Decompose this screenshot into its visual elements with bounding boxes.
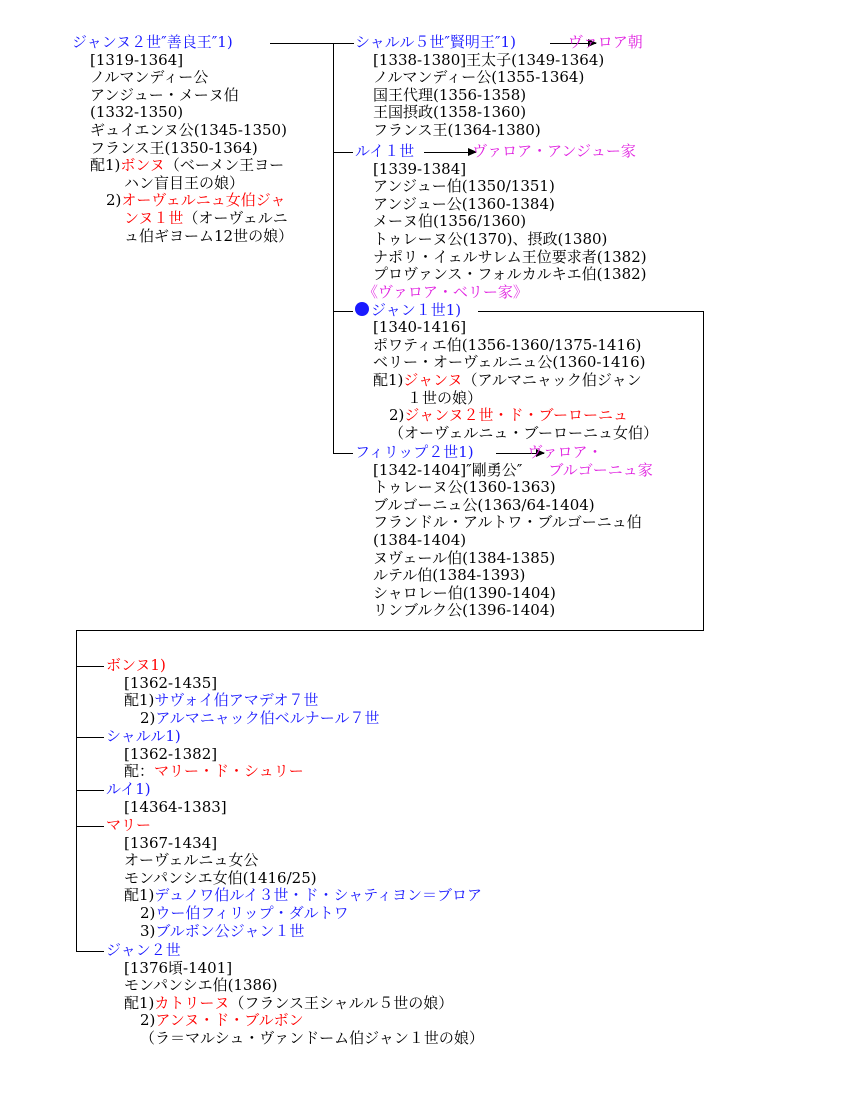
dynasty-link-cont[interactable]: ブルゴーニュ家 [548,460,653,479]
person-title: メーヌ伯(1356/1360) [373,212,527,231]
spouse-note: （フランス王シャルル５世の娘） [229,993,454,1012]
person-title: シャロレー伯(1390-1404) [373,583,556,602]
connector-trunk-children [333,43,334,454]
spouse-line-cont [72,210,293,228]
connector-bonne [76,666,104,667]
person-title: フランドル・アルトワ・ブルゴーニュ伯 [373,513,642,532]
person-philippe2 [355,444,653,620]
person-title: フランス王(1350-1364) [90,138,258,157]
person-title: ポワティエ伯(1356-1360/1375-1416) [373,335,642,354]
person-dates: [1339-1384] [373,159,467,178]
spouse-prefix: 配1) [373,370,404,389]
spouse-line [106,995,484,1013]
person-title: ブルゴーニュ公(1363/64-1404) [373,495,595,514]
spouse-line [106,1012,484,1030]
person-name[interactable]: ボンヌ1) [106,656,166,674]
spouse-note-cont: （ラ＝マルシュ・ヴァンドーム伯ジャン１世の娘） [140,1028,484,1047]
person-name[interactable]: ルイ1) [106,780,151,798]
person-title: アンジュー伯(1350/1351) [373,177,555,196]
person-title: プロヴァンス・フォルカルキエ伯(1382) [373,265,647,284]
spouse-note: （アルマニャック伯ジャン [462,370,642,389]
spouse-prefix: 配1) [124,691,155,710]
connector-philippe2 [333,453,353,454]
spouse-line [106,763,304,781]
spouse-note-cont: ハン盲目王の娘） [124,173,245,192]
connector-berry-across [76,630,704,631]
person-marie [106,817,482,940]
spouse-name-cont[interactable]: ンヌ１世 [124,208,184,227]
person-title: モンパンシエ伯(1386) [124,976,278,995]
person-title: (1332-1350) [90,103,184,122]
spouse-prefix: 2) [140,708,156,727]
spouse-note-cont: １世の娘） [407,388,483,407]
person-title: ベリー・オーヴェルニュ公(1360-1416) [373,353,646,372]
spouse-name[interactable]: デュノワ伯ルイ３世・ド・シャティヨン＝ブロア [154,886,483,905]
connector-louis1 [333,152,353,153]
dynasty-link[interactable]: ヴァロア・ [527,443,603,461]
spouse-name[interactable]: アンヌ・ド・ブルボン [155,1011,304,1030]
connector-jean2b [76,951,104,952]
person-title: ノルマンディー公 [90,68,209,87]
person-title: ルテル伯(1384-1393) [373,566,526,585]
person-dates: [1362-1435] [124,673,218,692]
spouse-prefix: 2) [106,191,122,210]
spouse-line [106,692,380,710]
spouse-name[interactable]: アルマニャック伯ベルナール７世 [155,708,380,727]
spouse-name[interactable]: ウー伯フィリップ・ダルトワ [155,903,349,922]
spouse-prefix: 2) [140,903,156,922]
spouse-prefix: 配1) [124,993,155,1012]
spouse-prefix: 2) [140,1011,156,1030]
person-louis1 [355,143,647,284]
connector-jean1 [333,311,353,312]
person-name[interactable]: シャルル５世″賢明王″1) [355,33,516,51]
spouse-line [106,905,482,923]
person-title: (1384-1404) [373,530,467,549]
spouse-note-cont: （オーヴェルニュ・ブーローニュ女伯） [389,423,658,442]
person-title: トゥレーヌ公(1360-1363) [373,478,556,497]
connector-louis [76,790,104,791]
person-name[interactable]: シャルル1) [106,727,181,745]
person-dates: [14364-1383] [124,797,227,816]
spouse-prefix: 配1) [90,156,121,175]
person-title: ギュイエンヌ公(1345-1350) [90,120,287,139]
spouse-name[interactable]: カトリーヌ [154,993,230,1012]
spouse-note: （ベーメン王ヨー [164,156,285,175]
person-name[interactable]: ルイ１世 [355,142,415,160]
person-title: ナポリ・イェルサレム王位要求者(1382) [373,247,647,266]
dynasty-link[interactable]: ヴァロア・アンジュー家 [472,142,636,160]
spouse-name[interactable]: ジャンヌ２世・ド・ブーローニュ [404,406,629,425]
house-label[interactable]: 《ヴァロア・ベリー家》 [363,283,528,301]
connector-berry-down [703,311,704,630]
spouse-line [106,710,380,728]
person-title: アンジュー・メーヌ伯 [90,85,239,104]
person-name[interactable]: ジャンヌ２世″善良王″1) [72,33,233,51]
person-title: アンジュー公(1360-1384) [373,194,555,213]
connector-marie [76,826,104,827]
spouse-name[interactable]: ボンヌ [120,156,165,175]
person-name[interactable]: ジャン２世 [106,941,181,959]
spouse-prefix: 3) [140,921,156,940]
person-dates: [1362-1382] [124,744,218,763]
marker-dot-icon [355,302,369,316]
person-dates: [1319-1364] [90,50,184,69]
person-charles5 [355,34,643,140]
person-jean2-root [72,34,293,245]
person-louis [106,781,227,816]
spouse-line [355,372,658,390]
person-title: リンブルク公(1396-1404) [373,601,556,620]
person-title: ノルマンディー公(1355-1364) [373,68,585,87]
spouse-name[interactable]: オーヴェルニュ女伯ジャ [121,191,286,210]
spouse-line [72,157,293,175]
person-name[interactable]: ジャン１世1) [371,300,462,319]
spouse-prefix: 2) [389,406,405,425]
person-title: フランス王(1364-1380) [373,120,541,139]
spouse-line [106,887,482,905]
spouse-line [106,923,482,941]
spouse-note: （オーヴェルニ [183,208,288,227]
person-title: ヌヴェール伯(1384-1385) [373,548,556,567]
person-dates: [1376頃-1401] [124,958,233,977]
spouse-name[interactable]: ブルボン公ジャン１世 [155,921,305,940]
person-dates: [1340-1416] [373,318,467,337]
person-dates: [1342-1404]″剛勇公″ [373,460,523,479]
person-title: 王国摂政(1358-1360) [373,103,527,122]
dynasty-link[interactable]: ヴァロア朝 [567,33,643,51]
person-jean1-berry [355,284,658,442]
person-title: モンパンシエ女伯(1416/25) [124,868,317,887]
person-title: [1338-1380]王太子(1349-1364) [373,50,605,69]
spouse-note-cont: ュ伯ギヨーム12世の娘） [124,226,294,245]
person-charles [106,728,304,781]
spouse-name[interactable]: マリー・ド・シュリー [154,762,304,781]
connector-charles [76,737,104,738]
spouse-line [72,192,293,210]
spouse-line [355,407,658,425]
connector-berry-children-trunk [76,630,77,952]
person-title: オーヴェルニュ女公 [124,851,259,870]
spouse-name[interactable]: ジャンヌ [403,370,463,389]
spouse-name[interactable]: サヴォイ伯アマデオ７世 [154,691,319,710]
person-title: 国王代理(1356-1358) [373,85,527,104]
person-jean2b [106,942,484,1048]
person-name[interactable]: マリー [106,816,152,834]
spouse-prefix: 配： [124,762,155,781]
person-name[interactable]: フィリップ２世1) [355,443,474,461]
person-bonne [106,657,380,727]
spouse-prefix: 配1) [124,886,155,905]
person-title: トゥレーヌ公(1370)、摂政(1380) [373,229,608,248]
person-dates: [1367-1434] [124,833,218,852]
